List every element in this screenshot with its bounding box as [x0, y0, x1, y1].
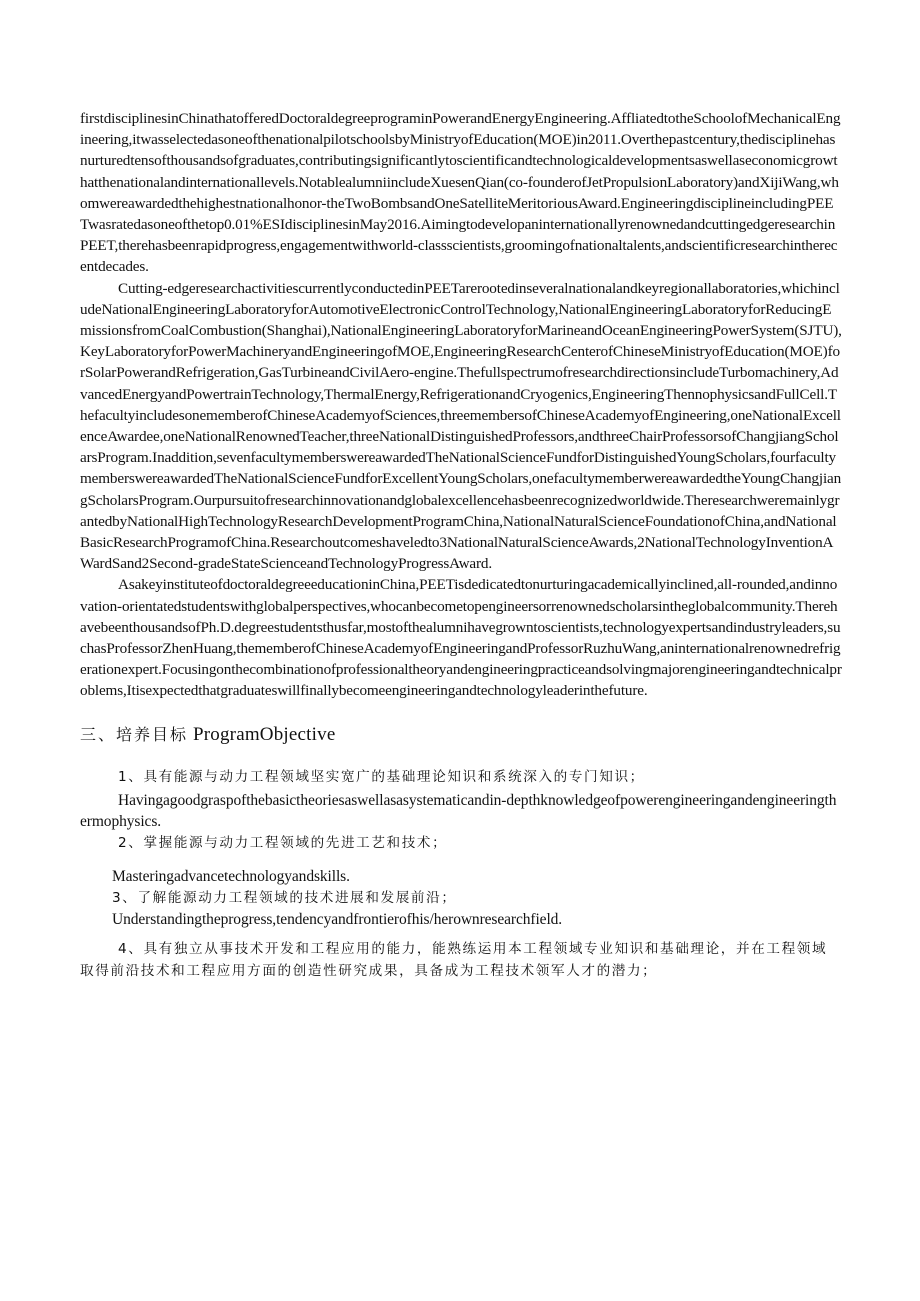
section-heading-en: ProgramObjective: [192, 723, 336, 745]
paragraph-research-labs: Cutting-edgeresearchactivitiescurrentlyconductedinPEETarerootedinseveralnationalandkeyregionallaboratories,whichincludeNationalEngineeringLaboratoryforAutomotiveElectronicControlTechnology,NationalEngineeringLaboratoryforReducingEmissionsfromCoalCombustion(Shanghai),NationalEngineeringLaboratoryforMarineandOceanEngineeringPowerSystem(SJTU),KeyLaboratoryforPowerMachineryandEngineeringofMOE,EngineeringResearchCenterofChineseMinistryofEducation(MOE)forSolarPowerandRefrigeration,GasTurbineandCivilAero-engine.ThefullspectrumofresearchdirectionsincludeTurbomachinery,AdvancedEnergyandPowertrainTechnology,ThermalEnergy,RefrigerationandCryogenics,EngineeringThennophysicsandFullCell.ThefacultyincludesonememberofChineseAcademyofSciences,threemembersofChineseAcademyofEngineering,oneNationalExcellenceAwardee,oneNationalRenownedTeacher,threeNationalDistinguishedProfessors,andthreeChairProfessorsofChangjiangScholarsProgram.Inaddition,sevenfacultymemberswereawardedTheNationalScienceFundforDistinguishedYoungScholars,fourfacultymemberswereawardedTheNationalScienceFundforExcellentYoungScholars,onefacultymemberwereawardedtheYoungChangjiangScholarsProgram.Ourpursuitofresearchinnovationandglobalexcellencehasbeenrecognizedworldwide.TheresearchweremainlygrantedbyNationalHighTechnologyResearchDevelopmentProgramChina,NationalNaturalScienceFoundationofChina,andNationalBasicResearchProgramofChina.Researchoutcomeshaveledto3NationalNaturalScienceAwards,2NationalTechnologyInventionAWardSand2Second-gradeStateScienceandTechnologyProgressAward.: [80, 279, 842, 573]
objective-3-cn: 3、了解能源动力工程领域的技术进展和发展前沿；: [112, 889, 457, 906]
section-heading-cn: 三、培养目标: [80, 724, 189, 744]
section-heading-program-objective: [80, 722, 842, 748]
intro-section: [80, 108, 842, 702]
objective-4-cn: 4、具有独立从事技术开发和工程应用的能力，能熟练运用本工程领域专业知识和基础理论，并在工程领域取得前沿技术和工程应用方面的创造性研究成果，具备成为工程技术领军人才的潜力；: [80, 940, 828, 979]
objectives-list: [80, 766, 842, 982]
objective-1-en: Havingagoodgraspofthebasictheoriesaswellasasystematicandin-depthknowledgeofpowerengineeringandengineeringthermophysics.: [80, 791, 837, 830]
document-page: [80, 108, 842, 982]
objective-1-cn: 1、具有能源与动力工程领域坚实宽广的基础理论知识和系统深入的专门知识；: [118, 768, 645, 785]
objective-2-en: Masteringadvancetechnologyandskills.: [112, 867, 350, 885]
paragraph-discipline-history: firstdisciplinesinChinathatofferedDoctoraldegreeprograminPowerandEnergyEngineering.AffliatedtotheSchoolofMechanicalEngineering,itwasselectedasoneofthenationalpilotschoolsbyMinistryofEducation(MOE)in2011.Overthepastcentury,thedisciplinehasnurturedtensofthousandsofgraduates,contributingsignificantlytoscientificandtechnologicaldevelopmentsaswellaseconomicgrowthatthenationalandinternationallevels.NotablealumniincludeXuesenQian(co-founderofJetPropulsionLaboratory)andXijiWang,whomwereawardedthehighestnationalhonor-theTwoBombsandOneSatelliteMeritoriousAward.EngineeringdisciplineincludingPEETwasratedasoneofthetop0.01%ESIdisciplinesinMay2016.AimingtodevelopaninternationallyrenownedandcuttingedgeresearchinPEET,therehasbeenrapidprogress,engagementwithworld-classscientists,groomingofnationaltalents,andscientificresearchintherecentdecades.: [80, 110, 841, 276]
objective-3-en: Understandingtheprogress,tendencyandfrontierofhis/herownresearchfield.: [112, 910, 563, 928]
paragraph-doctoral-education: AsakeyinstituteofdoctoraldegreeeducationinChina,PEETisdedicatedtonurturingacademicallyinclined,all-rounded,andinnovation-orientatedstudentswithglobalperspectives,whocanbecometopengineersorrenownedscholarsintheglobalcommunity.TherehavebeenthousandsofPh.D.degreestudentsthusfar,mostofthealumnihavegrowntoscientists,technologyexpertsandindustryleaders,suchasProfessorZhenHuang,thememberofChineseAcademyofEngineeringandProfessorRuzhuWang,aninternationalrenownedrefrigerationexpert.Focusingonthecombinationofprofessionaltheoryandengineeringpracticeandsolvingmajorengineeringandtechnicalproblems,Itisexpectedthatgraduateswillfinallybecomeengineeringandtechnologyleaderinthefuture.: [80, 576, 842, 700]
objective-2-cn: 2、掌握能源与动力工程领域的先进工艺和技术；: [118, 834, 448, 851]
